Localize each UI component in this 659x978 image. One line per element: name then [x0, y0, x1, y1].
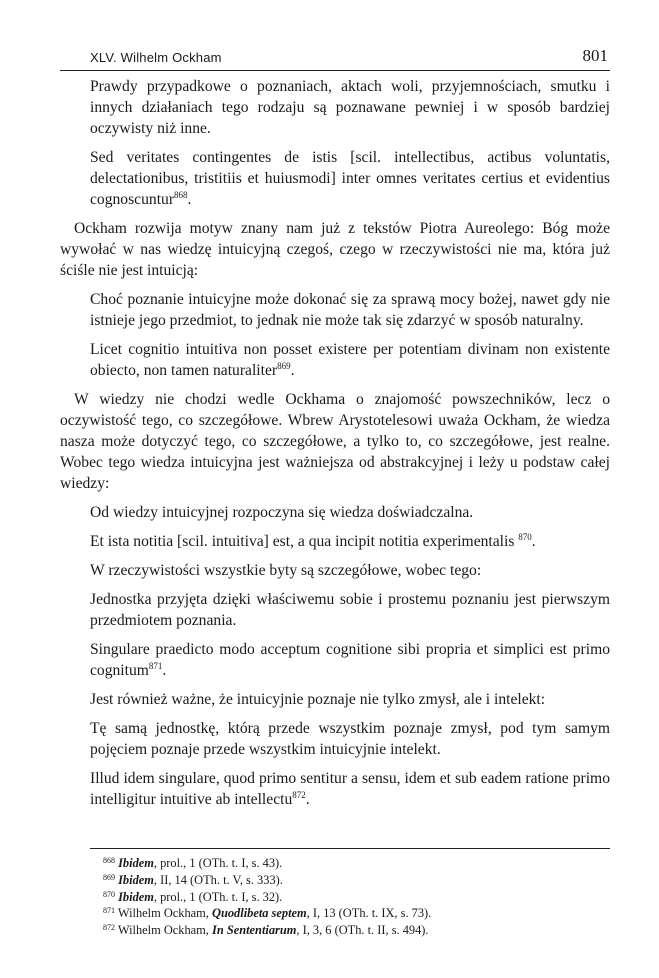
footnote-ref: 868 [174, 190, 188, 200]
text-run: W rzeczywistości wszystkie byty są szczegółowe, wobec tego: [90, 562, 482, 579]
block-quote [90, 502, 610, 523]
footnote [103, 905, 603, 922]
footnote [103, 872, 603, 889]
footnote-number: 868 [103, 856, 115, 865]
block-quote [90, 689, 610, 710]
cited-title: Ibidem [118, 872, 154, 887]
text-run: Tę samą jednostkę, którą przede wszystkim poznaje zmysł, pod tym samym pojęciem poznaje przede wszystkim intuicyjnie intelekt. [90, 720, 610, 758]
text-run: . [162, 662, 167, 679]
text-run: Jednostka przyjęta dzięki właściwemu sobie i prostemu poznaniu jest pierwszym przedmiotem poznania. [90, 591, 610, 629]
block-quote [90, 531, 610, 552]
text-run: Et ista notitia [scil. intuitiva] est, a qua incipit notitia experimentalis [90, 533, 519, 550]
block-quote [90, 589, 610, 631]
text-run: . [290, 362, 295, 379]
running-title: XLV. Wilhelm Ockham [90, 50, 222, 65]
text-run: Licet cognitio intuitiva non posset existere per potentiam divinam non existente obiecto, non tamen naturaliter [90, 341, 610, 379]
text-run: , prol., 1 (OTh. t. I, s. 32). [153, 889, 283, 904]
page-number: 801 [582, 46, 608, 65]
footnote-ref: 869 [277, 361, 291, 371]
footnote-ref: 872 [292, 790, 306, 800]
text-run: , I, 13 (OTh. t. IX, s. 73). [306, 906, 432, 921]
footnote [103, 922, 603, 939]
text-run: Jest również ważne, że intuicyjnie poznaje nie tylko zmysł, ale i intelekt: [90, 691, 546, 708]
block-quote [90, 639, 610, 681]
block-quote [90, 147, 610, 210]
footnote [103, 855, 603, 872]
footnote-number: 872 [103, 923, 115, 933]
block-quote [90, 768, 610, 810]
text-run: Singulare praedicto modo acceptum cognitione sibi propria et simplici est primo cognitum [90, 641, 610, 679]
block-quote [90, 76, 610, 139]
footnote-ref: 870 [518, 532, 532, 542]
footnote-rule [90, 848, 610, 849]
cited-title: Ibidem [118, 889, 154, 904]
text-run: , prol., 1 (OTh. t. I, s. 43). [153, 856, 283, 870]
text-run: Ockham rozwija motyw znany nam już z tekstów Piotra Aureolego: Bóg może wywołać w nas wiedzę intuicyjną czegoś, czego w rzeczywistości nie ma, która już ściśle nie jest intuicją: [60, 220, 610, 279]
footnote [103, 889, 603, 906]
cited-title: Ibidem [118, 856, 154, 870]
block-quote [90, 339, 610, 381]
block-quote [90, 289, 610, 331]
body-paragraph [60, 389, 610, 494]
text-run: Wilhelm Ockham, [117, 923, 213, 938]
running-header [60, 44, 610, 68]
text-run: Prawdy przypadkowe o poznaniach, aktach woli, przyjemnościach, smutku i innych działaniach tego rodzaju są poznawane pewniej i w sposób bardziej oczywisty niż inne. [90, 78, 610, 137]
cited-title: In Sententiarum [212, 923, 297, 938]
footnotes [103, 855, 603, 939]
footnote-number: 871 [103, 906, 115, 916]
header-rule [60, 70, 610, 71]
text-run: Illud idem singulare, quod primo sentitur a sensu, idem et sub eadem ratione primo intelligitur intuitive ab intellectu [90, 770, 610, 808]
footnote-number: 870 [103, 889, 115, 899]
footnote-number: 869 [103, 872, 115, 882]
text-run: Wilhelm Ockham, [117, 906, 213, 921]
text-run: W wiedzy nie chodzi wedle Ockhama o znajomość powszechników, lecz o oczywistość tego, co szczegółowe. Wbrew Arystotelesowi uważa Ockham, że wiedza nasza może dotyczyć tego, co szczegółowe, a tylko to, co szczegółowe, jest realne. Wobec tego wiedza intuicyjna jest ważniejsza od abstrakcyjnej i leży u podstaw całej wiedzy: [60, 391, 610, 492]
text-run: Choć poznanie intuicyjne może dokonać się za sprawą mocy bożej, nawet gdy nie istnieje jego przedmiot, to jednak nie może tak się zdarzyć w sposób naturalny. [90, 291, 610, 329]
text-run: , II, 14 (OTh. t. V, s. 333). [153, 872, 283, 887]
cited-title: Quodlibeta septem [212, 906, 307, 921]
text-run: . [305, 791, 310, 808]
block-quote [90, 718, 610, 760]
body-text [60, 76, 610, 818]
footnote-ref: 871 [148, 661, 163, 671]
text-run: Od wiedzy intuicyjnej rozpoczyna się wiedza doświadczalna. [90, 504, 474, 521]
body-paragraph [60, 218, 610, 281]
text-run: , I, 3, 6 (OTh. t. II, s. 494). [296, 923, 429, 938]
text-run: Sed veritates contingentes de istis [scil. intellectibus, actibus voluntatis, delectationibus, tristitiis et huiusmodi] inter omnes veritates certius et evidentius cognoscuntur [90, 149, 610, 208]
block-quote [90, 560, 610, 581]
text-run: . [531, 533, 536, 550]
text-run: . [187, 191, 192, 208]
